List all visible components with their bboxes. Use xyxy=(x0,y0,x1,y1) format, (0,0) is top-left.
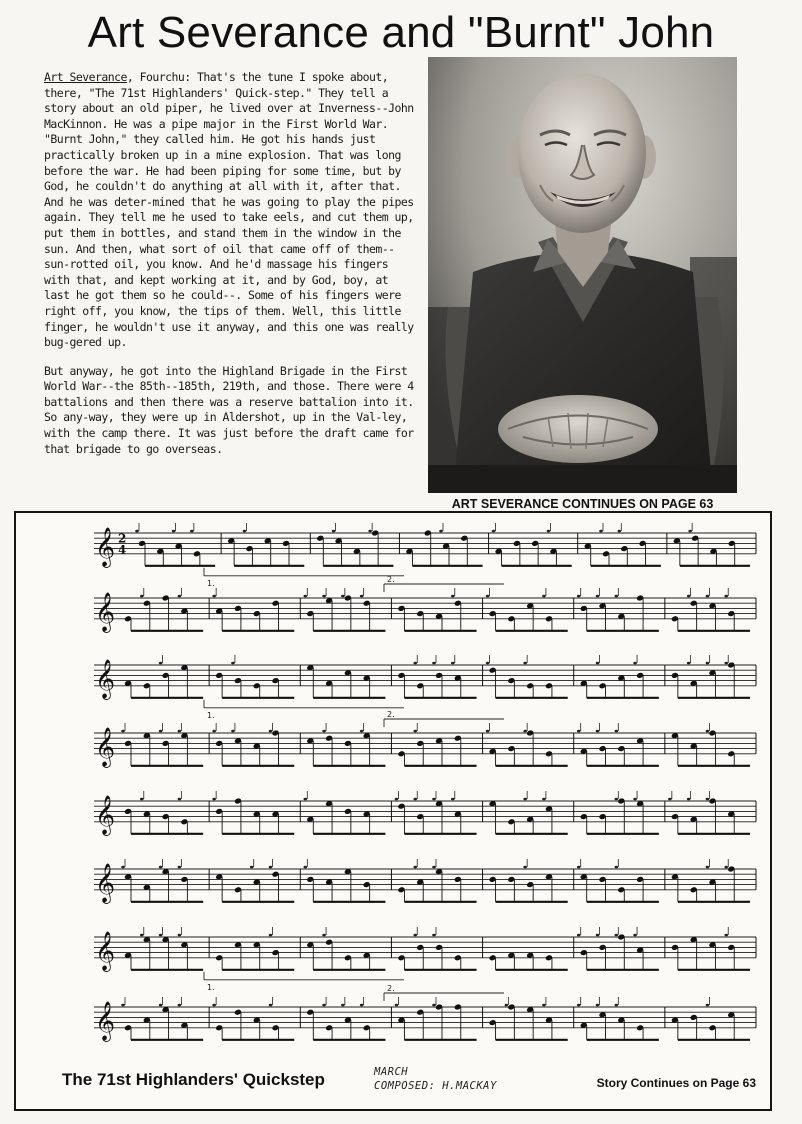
grace-note-head xyxy=(250,866,254,869)
grace-note-head xyxy=(368,530,372,533)
treble-clef-icon: 𝄞 xyxy=(95,794,116,835)
grace-note-head xyxy=(505,1004,509,1007)
time-signature-bottom: 4 xyxy=(118,542,127,557)
grace-note-head xyxy=(706,1004,710,1007)
grace-note-head xyxy=(413,730,417,733)
grace-note-head xyxy=(614,730,618,733)
grace-note-head xyxy=(486,595,490,598)
treble-clef-icon: 𝄞 xyxy=(95,658,116,699)
treble-clef-icon: 𝄞 xyxy=(95,726,116,767)
grace-note-head xyxy=(451,595,455,598)
grace-note-head xyxy=(159,934,163,937)
grace-note-head xyxy=(341,595,345,598)
grace-note-head xyxy=(159,730,163,733)
grace-note-head xyxy=(172,530,176,533)
grace-note-head xyxy=(269,1004,273,1007)
grace-note-head xyxy=(135,530,139,533)
ending-2-label: 2. xyxy=(387,710,395,719)
grace-note-head xyxy=(360,730,364,733)
grace-note-head xyxy=(212,730,216,733)
ending-1-label: 1. xyxy=(207,982,215,992)
grace-note-head xyxy=(724,595,728,598)
grace-note-head xyxy=(577,1004,581,1007)
grace-note-head xyxy=(121,1004,125,1007)
grace-note-head xyxy=(523,798,527,801)
grace-note-head xyxy=(413,866,417,869)
composed-label: COMPOSED: xyxy=(374,1080,436,1092)
grace-note-head xyxy=(432,662,436,665)
grace-note-head xyxy=(303,595,307,598)
grace-note-head xyxy=(432,934,436,937)
grace-note-head xyxy=(687,798,691,801)
grace-note-head xyxy=(542,595,546,598)
grace-note-head xyxy=(668,798,672,801)
grace-note-head xyxy=(439,530,443,533)
grace-note-head xyxy=(413,934,417,937)
grace-note-head xyxy=(178,934,182,937)
grace-note-head xyxy=(178,1004,182,1007)
grace-note-head xyxy=(614,798,618,801)
grace-note-head xyxy=(332,530,336,533)
grace-note-head xyxy=(159,866,163,869)
grace-note-head xyxy=(395,798,399,801)
grace-note-head xyxy=(633,934,637,937)
grace-note-head xyxy=(687,662,691,665)
grace-note-head xyxy=(688,530,692,533)
article-paragraph-2: But anyway, he got into the Highland Brigade in the First World War--the 85th--185th, 219th, and those. There were 4 battalions and then there was a reserve battalion into it. So any-way, they were up in Aldershot, up in the Val-ley, with the camp there. It was just before the draft came for that brigade to go overseas. xyxy=(44,363,414,456)
grace-note-head xyxy=(269,866,273,869)
treble-clef-icon: 𝄞 xyxy=(95,862,116,903)
photo-caption: ART SEVERANCE CONTINUES ON PAGE 63 xyxy=(451,497,714,511)
grace-note-head xyxy=(212,798,216,801)
grace-note-head xyxy=(360,1004,364,1007)
grace-note-head xyxy=(706,866,710,869)
grace-note-head xyxy=(687,595,691,598)
grace-note-head xyxy=(633,798,637,801)
article-paragraph-1-text: , Fourchu: That's the tune I spoke about, there, "The 71st Highlanders' Quick-step." They tell a story about an old piper, he lived over at Inverness--John MacKinnon. He was a pipe major in the First World War. "Burnt John," they called him. He got his hands just practically broken up in a mine explosion. That was long before the war. He had been piping for some time, but by God, he couldn't do anything at all with it, after that. And he was deter-mined that he was going to play the pipes again. They tell me he used to take eels, and cut them up, put them in bottles, and stand them in the window in the sun. And then, what sort of oil that came off of them--sun-rotted oil, you know. And he'd massage his fingers with that, and kept working at it, and by God, boy, at last he got them so he could--. Some of his fingers were right off, you know, the tips of them. Well, this little finger, he wouldn't use it anyway, and this one was really bug-gered up. xyxy=(44,70,414,350)
grace-note-head xyxy=(243,530,247,533)
tune-title: The 71st Highlanders' Quickstep xyxy=(62,1070,325,1089)
grace-note-head xyxy=(614,934,618,937)
grace-note-head xyxy=(706,595,710,598)
grace-note-head xyxy=(322,934,326,937)
article-paragraph-1 xyxy=(44,70,420,351)
grace-note-head xyxy=(303,798,307,801)
grace-note-head xyxy=(121,866,125,869)
tune-meta xyxy=(374,1065,497,1093)
grace-note-head xyxy=(212,595,216,598)
portrait-illustration xyxy=(428,57,737,493)
grace-note-head xyxy=(523,730,527,733)
grace-note-head xyxy=(322,730,326,733)
tune-type: MARCH xyxy=(374,1066,409,1078)
grace-note-head xyxy=(599,530,603,533)
page-title: Art Severance and "Burnt" John xyxy=(87,8,715,57)
grace-note-head xyxy=(547,530,551,533)
grace-note-head xyxy=(633,662,637,665)
portrait-photo xyxy=(428,57,737,493)
grace-note-head xyxy=(542,798,546,801)
grace-note-head xyxy=(523,662,527,665)
grace-note-head xyxy=(542,1004,546,1007)
grace-note-head xyxy=(413,798,417,801)
grace-note-head xyxy=(269,934,273,937)
grace-note-head xyxy=(523,866,527,869)
grace-note-head xyxy=(178,798,182,801)
grace-note-head xyxy=(303,866,307,869)
ending-2-label: 2. xyxy=(387,984,395,993)
grace-note-head xyxy=(706,662,710,665)
grace-note-head xyxy=(212,1004,216,1007)
grace-note-head xyxy=(596,730,600,733)
grace-note-head xyxy=(231,730,235,733)
ending-1-label: 1. xyxy=(207,578,215,588)
composer-name: H.MACKAY xyxy=(442,1080,497,1092)
grace-note-head xyxy=(360,595,364,598)
grace-note-head xyxy=(577,730,581,733)
treble-clef-icon: 𝄞 xyxy=(95,526,116,567)
grace-note-head xyxy=(190,530,194,533)
article-body xyxy=(44,70,420,470)
time-signature-top: 2 xyxy=(118,531,127,546)
grace-note-head xyxy=(492,530,496,533)
grace-note-head xyxy=(486,730,490,733)
grace-note-head xyxy=(178,866,182,869)
grace-note-head xyxy=(159,1004,163,1007)
grace-note-head xyxy=(596,662,600,665)
grace-note-head xyxy=(596,595,600,598)
ending-2-label: 2. xyxy=(387,575,395,584)
tune-composer-line xyxy=(374,1079,497,1093)
grace-note-head xyxy=(140,934,144,937)
grace-note-head xyxy=(269,730,273,733)
grace-note-head xyxy=(617,530,621,533)
grace-note-head xyxy=(432,1004,436,1007)
grace-note-head xyxy=(322,595,326,598)
grace-note-head xyxy=(614,1004,618,1007)
grace-note-head xyxy=(159,662,163,665)
grace-note-head xyxy=(231,662,235,665)
grace-note-head xyxy=(724,934,728,937)
grace-note-head xyxy=(614,595,618,598)
grace-note-head xyxy=(140,798,144,801)
sheet-music-staves xyxy=(16,513,770,1109)
treble-clef-icon: 𝄞 xyxy=(95,1000,116,1041)
ending-1-label: 1. xyxy=(207,710,215,720)
grace-note-head xyxy=(178,595,182,598)
story-continues-note: Story Continues on Page 63 xyxy=(596,1076,756,1090)
grace-note-head xyxy=(432,866,436,869)
grace-note-head xyxy=(451,662,455,665)
grace-note-head xyxy=(322,1004,326,1007)
grace-note-head xyxy=(486,662,490,665)
grace-note-head xyxy=(140,595,144,598)
grace-note-head xyxy=(178,730,182,733)
grace-note-head xyxy=(432,798,436,801)
grace-note-head xyxy=(395,1004,399,1007)
grace-note-head xyxy=(596,934,600,937)
grace-note-head xyxy=(577,866,581,869)
grace-note-head xyxy=(341,1004,345,1007)
grace-note-head xyxy=(706,798,710,801)
grace-note-head xyxy=(706,730,710,733)
speaker-name: Art Severance xyxy=(44,70,127,84)
grace-note-head xyxy=(413,662,417,665)
grace-note-head xyxy=(577,934,581,937)
grace-note-head xyxy=(577,595,581,598)
grace-note-head xyxy=(614,866,618,869)
grace-note-head xyxy=(724,866,728,869)
grace-note-head xyxy=(596,1004,600,1007)
grace-note-head xyxy=(121,730,125,733)
grace-note-head xyxy=(451,798,455,801)
treble-clef-icon: 𝄞 xyxy=(95,930,116,971)
treble-clef-icon: 𝄞 xyxy=(95,591,116,632)
grace-note-head xyxy=(724,662,728,665)
sheet-music-frame xyxy=(14,511,772,1111)
